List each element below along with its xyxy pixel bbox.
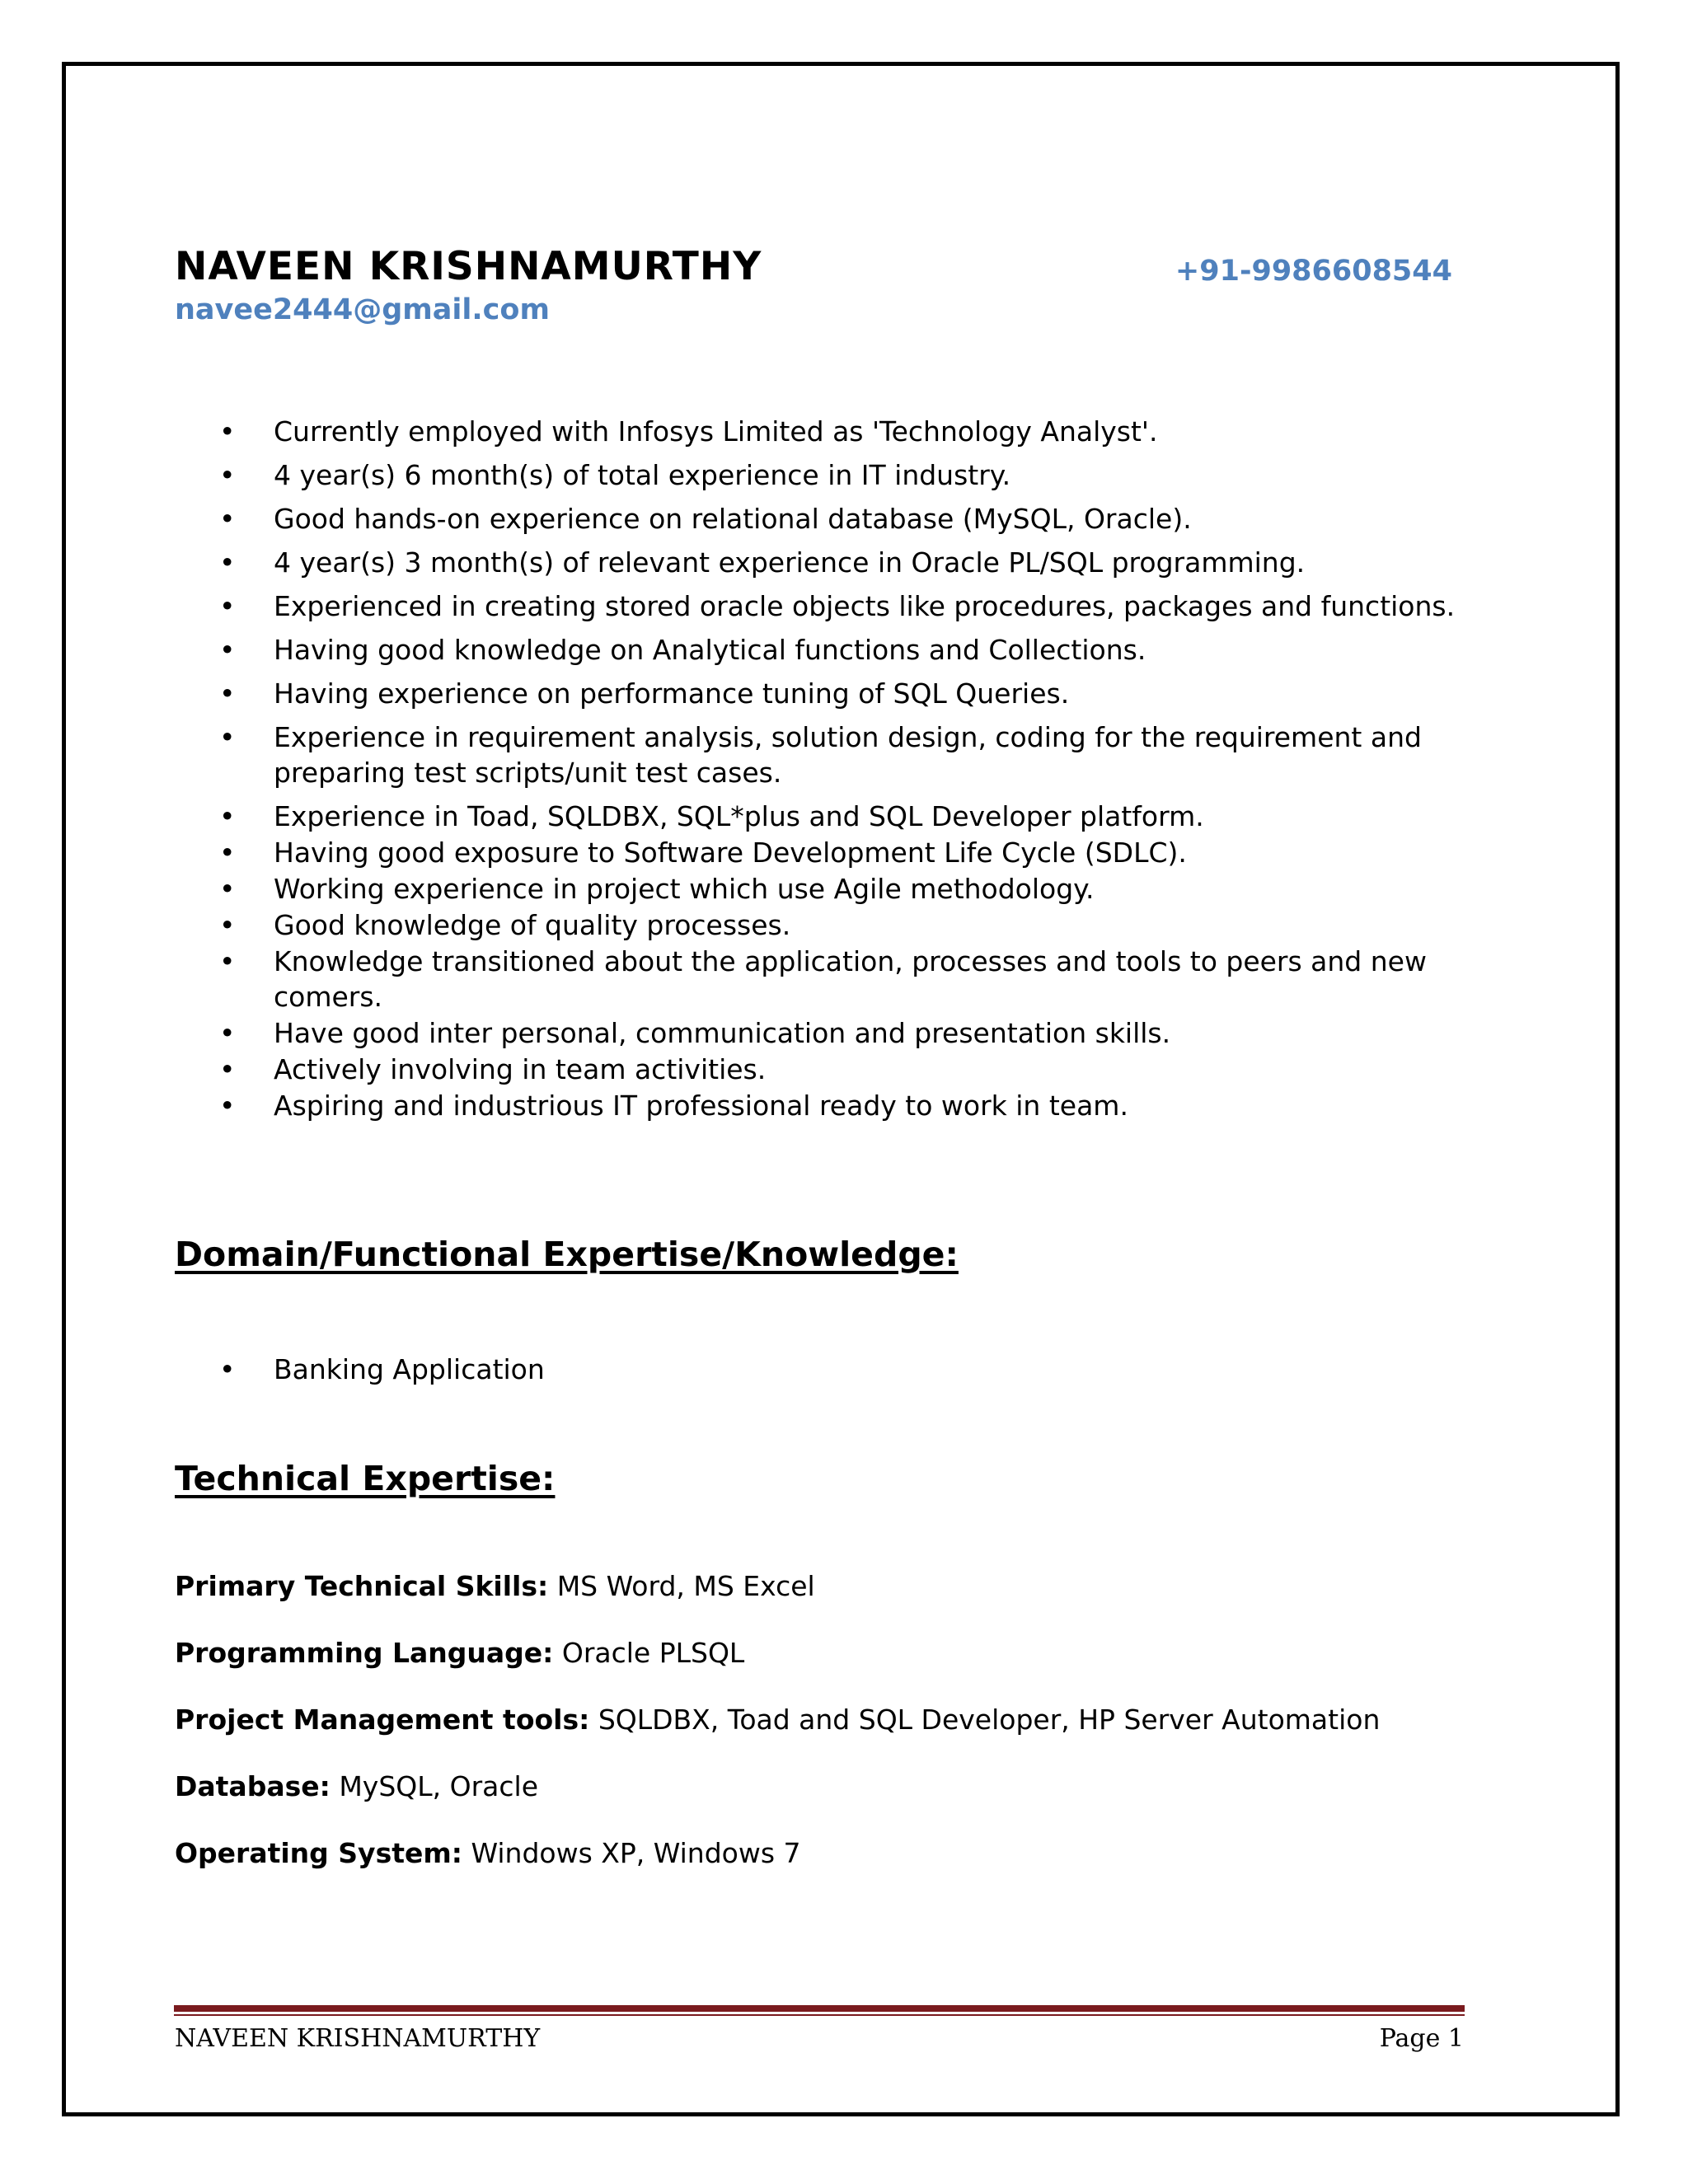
phone-number[interactable]: +91-9986608544 bbox=[1175, 255, 1452, 288]
technical-section-title: Technical Expertise: bbox=[175, 1459, 556, 1498]
summary-item: • Experienced in creating stored oracle objects like procedures, packages and functions. bbox=[175, 588, 1469, 624]
domain-list bbox=[175, 1352, 545, 1387]
skill-label: Primary Technical Skills: bbox=[175, 1570, 549, 1602]
skill-row-tools bbox=[175, 1702, 1380, 1737]
summary-item: • Actively involving in team activities. bbox=[175, 1052, 1469, 1087]
summary-item: • Having good knowledge on Analytical functions and Collections. bbox=[175, 632, 1469, 668]
skill-label: Operating System: bbox=[175, 1837, 462, 1869]
skill-row-primary bbox=[175, 1568, 815, 1604]
summary-item: • Knowledge transitioned about the application, processes and tools to peers and new comers. bbox=[175, 944, 1469, 1015]
summary-item: • Experience in requirement analysis, solution design, coding for the requirement and preparing test scripts/unit test cases. bbox=[175, 719, 1469, 790]
summary-item: • Working experience in project which use Agile methodology. bbox=[175, 871, 1469, 907]
skill-label: Database: bbox=[175, 1770, 331, 1802]
skill-value: Oracle PLSQL bbox=[561, 1637, 745, 1669]
skill-value: MySQL, Oracle bbox=[339, 1770, 538, 1802]
skill-row-os bbox=[175, 1835, 801, 1871]
summary-item: • 4 year(s) 6 month(s) of total experience in IT industry. bbox=[175, 457, 1469, 493]
candidate-name: NAVEEN KRISHNAMURTHY bbox=[175, 244, 762, 289]
skill-label: Programming Language: bbox=[175, 1637, 554, 1669]
summary-item: • Have good inter personal, communication and presentation skills. bbox=[175, 1015, 1469, 1051]
skill-value: Windows XP, Windows 7 bbox=[471, 1837, 801, 1869]
page-number: Page 1 bbox=[1379, 2024, 1464, 2053]
summary-item: • Good knowledge of quality processes. bbox=[175, 907, 1469, 943]
summary-item: • Experience in Toad, SQLDBX, SQL*plus and SQL Developer platform. bbox=[175, 799, 1469, 834]
domain-item: • Banking Application bbox=[175, 1352, 545, 1387]
skill-value: SQLDBX, Toad and SQL Developer, HP Server Automation bbox=[598, 1704, 1381, 1736]
summary-item: • Having experience on performance tuning of SQL Queries. bbox=[175, 676, 1469, 711]
summary-item: • Currently employed with Infosys Limited as 'Technology Analyst'. bbox=[175, 414, 1469, 449]
summary-item: • Having good exposure to Software Development Life Cycle (SDLC). bbox=[175, 835, 1469, 870]
skill-row-programming bbox=[175, 1635, 744, 1671]
summary-item: • Good hands-on experience on relational database (MySQL, Oracle). bbox=[175, 501, 1469, 537]
summary-item: • Aspiring and industrious IT professional ready to work in team. bbox=[175, 1088, 1469, 1123]
skill-row-database bbox=[175, 1769, 538, 1804]
footer-rule-thin bbox=[174, 2014, 1465, 2016]
summary-list bbox=[175, 414, 1469, 1124]
footer-name: NAVEEN KRISHNAMURTHY bbox=[175, 2024, 541, 2053]
skill-value: MS Word, MS Excel bbox=[556, 1570, 815, 1602]
footer-rule bbox=[174, 2005, 1465, 2012]
domain-section-title: Domain/Functional Expertise/Knowledge: bbox=[175, 1235, 959, 1274]
summary-item: • 4 year(s) 3 month(s) of relevant experience in Oracle PL/SQL programming. bbox=[175, 545, 1469, 580]
email-address[interactable]: navee2444@gmail.com bbox=[175, 293, 550, 326]
skill-label: Project Management tools: bbox=[175, 1704, 590, 1736]
